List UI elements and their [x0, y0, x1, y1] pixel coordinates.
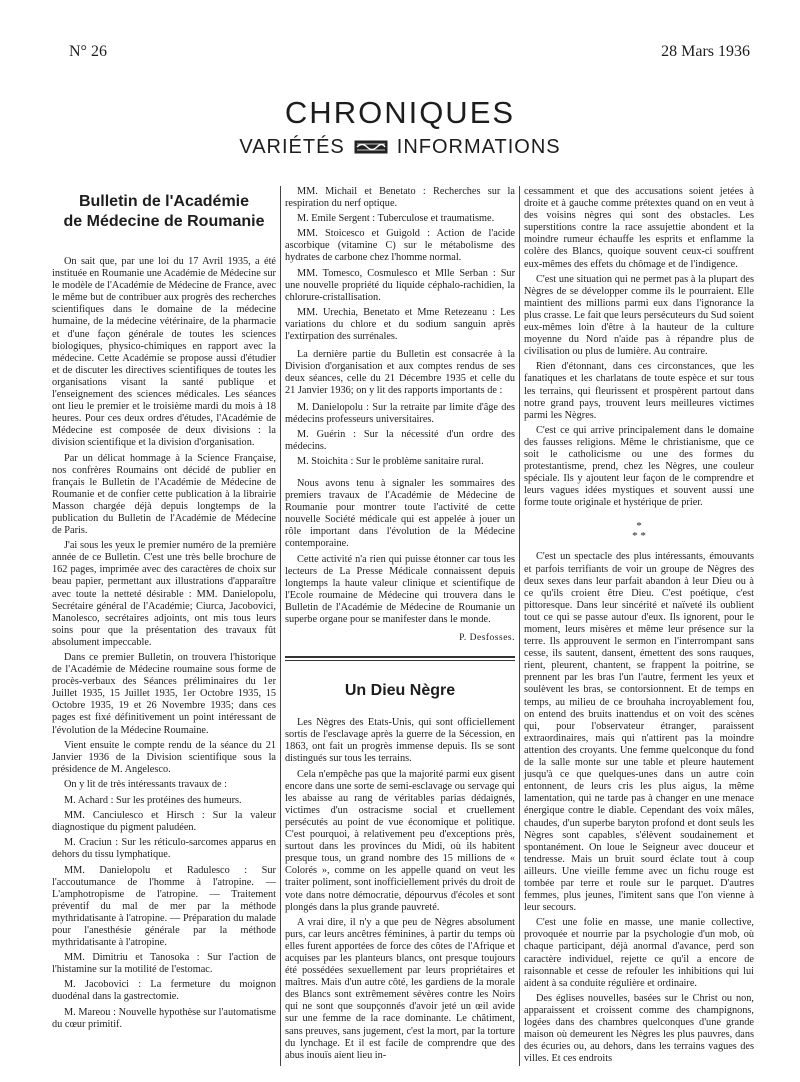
work-item: MM. Stoicesco et Guigold : Action de l'acide ascorbique (vitamine C) sur le métabolisme des hydrates de carbone chez l'homme normal. [285, 228, 515, 264]
paragraph: cessamment et que des accusations soient jetées à droite et à gauche comme prétextes quand on en veut à des voisins nègres qui sont des obstacles. Les superstitions contre la race assujettie abondent et la moindre rumeur échauffe les esprits et enflamme la colère des Blancs, quoique souvent ceux-ci souffrent eux-mêmes des effets du chômage et de l'indigence. [524, 186, 754, 270]
work-item: M. Achard : Sur les protéines des humeurs. [64, 795, 242, 807]
work-item: MM. Michail et Benetato : Recherches sur la respiration du nerf optique. [285, 186, 515, 210]
signature: P. Desfosses. [459, 633, 515, 644]
paragraph: On sait que, par une loi du 17 Avril 1935, a été instituée en Roumanie une Académie de Médecine sur le modèle de l'Académie de Médecine de France, avec le même but de contribuer aux progrès des recherches scientifiques dans le domaine de la médecine humaine, de la médecine vétérinaire, de la pharmacie et d'une façon générale de toutes les sciences biologiques, physico-chimiques en rapport avec la médecine. Cette Académie se propose aussi d'étudier et de discuter les directives scientifiques de toutes les organisations visant la santé publique et l'enseignement des sciences médicales. Les séances ont lieu le premier et le troisième mardi du mois à 18 heures. Pour ces deux ordres d'études, l'Académie de Médecine est composée de deux divisions : la division scientifique et la division d'organisation. [52, 256, 276, 449]
column-rule [519, 186, 520, 1066]
section-break: * * * [632, 520, 646, 543]
masthead-title: CHRONIQUES [284, 95, 516, 130]
masthead-left-word: VARIÉTÉS [239, 136, 345, 158]
column-rule [280, 186, 281, 1066]
article-title-bulletin: Bulletin de l'Académie de Médecine de Roumanie [63, 193, 265, 230]
work-item: M. Emile Sergent : Tuberculose et traumatisme. [297, 213, 495, 225]
paragraph: C'est une folie en masse, une manie collective, provoquée et nourrie par la psychologie d'un mob, où chaque participant, déjà anormal d'avance, perd son caractère individuel, rejette ce qu'il a encore de raisonnable et cesse de refouler les inhibitions qui lui aident à sa conduite régulière et ordinaire. [524, 917, 754, 989]
work-item: M. Jacobovici : La fermeture du moignon duodénal dans la gastrectomie. [52, 979, 276, 1003]
paragraph: Cela n'empêche pas que la majorité parmi eux gisent encore dans une sorte de semi-esclavage ou servage qui les abaisse au rang de véritables parias dédaignés, victimes d'un ostracisme social et cruellement persécutés au point de vue économique et politique. C'est pourquoi, à relativement peu d'exceptions près, surtout dans les provinces du Midi, où ils habitent presque tous, un grand nombre des 15 millions de « Colorés », comme on les appelle quand on veut les traiter poliment, sont inofficiellement privés du droit de vote dans notre démocratie, dépourvus d'écoles et sont plongés dans la plus grande pauvreté. [285, 768, 515, 913]
work-item: MM. Urechia, Benetato et Mme Retezeanu : Les variations du chlore et du sodium sanguin après l'extirpation des surrénales. [285, 306, 515, 343]
masthead [0, 94, 800, 159]
column-3 [524, 186, 754, 1065]
paragraph: Vient ensuite le compte rendu de la séance du 21 Janvier 1936 de la Division scientifique sous la présidence de M. Angelesco. [52, 739, 276, 775]
ornament-icon [354, 140, 388, 154]
paragraph: A vrai dire, il n'y a que peu de Nègres absolument purs, car leurs ancêtres féminines, à partir du temps où elles furent apportées de force des côtes de l'Afrique et acquises par les planteurs blancs, ont presque toujours été possédées sexuellement par leurs propriétaires et maîtres. Mais d'un autre côté, les gardiens de la morale des Blancs sont extrêmement sévères contre les Noirs qui ne sont que soupçonnés d'avoir jeté un œil avide sur une femme de la race dominante. Le châtiment, sans preuves, sans jugement, c'est la mort, par la torture du lynchage. Et il est facile de comprendre que des abus inouïs aient lieu in- [285, 916, 515, 1061]
work-item: M. Danielopolu : Sur la retraite par limite d'âge des médecins professeurs universitaires. [285, 401, 515, 425]
work-item: MM. Dimitriu et Tanosoka : Sur l'action de l'histamine sur la motilité de l'estomac. [52, 952, 276, 976]
paragraph: J'ai sous les yeux le premier numéro de la première année de ce Bulletin. C'est une très belle brochure de 162 pages, imprimée avec des caractères de choix sur beau papier, permettant aux illustrations d'apparaître avec toute la netteté désirable : MM. Danielopolu, Secrétaire général de l'Académie; Ciurca, Jacobovici, Manolesco, secrétaires adjoints, ont mis tous leurs soins pour que la présentation des travaux fût absolument impeccable. [52, 540, 276, 648]
paragraph: Nous avons tenu à signaler les sommaires des premiers travaux de l'Académie de Médecine de Roumanie pour montrer toute l'activité de cette nouvelle Société médicale qui est appelée à jouer un rôle important dans l'évolution de la Médecine contemporaine. [285, 477, 515, 550]
paragraph: Les Nègres des Etats-Unis, qui sont officiellement sortis de l'esclavage après la guerre de la Sécession, en 1863, ont fait un progrès immense depuis. Ils se sont distingués sur tous les terrains. [285, 717, 515, 765]
paragraph: Dans ce premier Bulletin, on trouvera l'historique de l'Académie de Médecine roumaine sous forme de procès-verbaux des Séances préliminaires du 1er Juillet 1935, 15 Juillet 1935, 1er Octobre 1935, 15 Octobre 1935, 19 et 26 Novembre 1935; dans ces pages est fixé définitivement un point intéressant de l'évolution de la Médecine Roumaine. [52, 652, 276, 736]
work-item: M. Craciun : Sur les réticulo-sarcomes apparus en dehors du tissu lymphatique. [52, 837, 276, 861]
work-item: M. Mareou : Nouvelle hypothèse sur l'automatisme du cœur primitif. [52, 1006, 276, 1030]
work-item: MM. Danielopolu et Radulesco : Sur l'accoutumance de l'homme à l'atropine. — L'amphotropisme de l'atropine. — Traitement préventif du mal de mer par la méthode mythridatisante à l'atropine. — Préparation du malade pour l'anesthésie générale par la méthode mythridatisante à l'atropine. [52, 864, 276, 949]
paragraph: Rien d'étonnant, dans ces circonstances, que les fanatiques et les charlatans de toute espèce et sur tous les terrains, qui fleurissent et prospèrent partout dans notre grand pays, trouvent leurs meilleures victimes parmi les Nègres. [524, 361, 754, 421]
masthead-right-word: INFORMATIONS [396, 136, 561, 158]
paragraph: C'est ce qui arrive principalement dans le domaine des fausses religions. Même le christianisme, que ce soit le catholicisme ou une des formes du protestantisme, prend, chez les Nègres, une couleur spéciale. Ils y ajoutent leur façon de le comprendre et leurs vagues idées mystiques et souvent aussi une forme toute originale et hystérique de prier. [524, 424, 754, 509]
article-title-dieu: Un Dieu Nègre [344, 682, 456, 700]
work-item: MM. Canciulesco et Hirsch : Sur la valeur diagnostique du pigment paludéen. [52, 810, 276, 834]
issue-date: 28 Mars 1936 [661, 43, 750, 60]
work-item: MM. Tomesco, Cosmulesco et Mlle Serban : Sur une nouvelle propriété du liquide céphalo-rachidien, la chlorure-cristallisation. [285, 267, 515, 303]
work-item: M. Stoichita : Sur le problème sanitaire rural. [297, 455, 484, 467]
column-1 [52, 186, 276, 1031]
column-2 [285, 186, 515, 1062]
paragraph: La dernière partie du Bulletin est consacrée à la Division d'organisation et aux comptes rendus de ses deux séances, celle du 21 Décembre 1935 et celle du 21 Janvier 1936; on y lit des rapports importants de : [285, 349, 515, 397]
paragraph: Des églises nouvelles, basées sur le Christ ou non, apparaissent et croissent comme des champignons, logées dans des chambres quelconques d'une grande maison où demeurent les Nègres les plus pauvres, dans des écuries ou, au dehors, dans les terrains vagues des villes. Et ces endroits [524, 992, 754, 1065]
paragraph: C'est un spectacle des plus intéressants, émouvants et parfois terrifiants de voir un groupe de Nègres des deux sexes dans leur parfait abandon à leur Dieu ou à ce qu'ils croient être Dieu. C'est poétique, c'est pittoresque. Dans leur sincérité et naïveté ils oublient tout ce qui se passe autour d'eux. Ils ignorent, pour le moment, leurs misères et même leur présence sur la terre. Ils approuvent le sermon en l'interrompant sans cesse, ils sautent, dansent, émettent des sons rauques, rient, pleurent, chantent, se frappent la poitrine, se prennent par les bras l'un l'autre, ferment les yeux et soulèvent les bras, se contorsionnent. Et de temps en temps, au milieu de ce brouhaha incroyablement fou, on entend des bruits inattendus et on voit des scènes qui, pour l'observateur étranger, paraissent extraordinaires, mais qui n'attirent pas la moindre attention des croyants. Une femme quelconque du fond de la salle monte sur une table et pleure hautement jusqu'à ce que quelques-unes dans un autre coin entonnent, de leurs cris les plus aigus, la même lamentation, qui ne tarde pas à changer en une menace énergique contre le diable. Cependant des voix mâles, chaudes, d'un superbe baryton profond et dont seuls les Nègres sont capables, s'élèvent soudainement et spontanément. On loue le Seigneur avec douceur et tendresse. Mais un bruit sourd éclate tout à coup ailleurs. Une vieille femme avec un fichu rouge est tombée par terre et roule sur le parquet. D'autres femmes, plus jeunes, l'imitent sans que l'on vienne à leur secours. [524, 551, 754, 914]
issue-number: N° 26 [69, 43, 107, 60]
work-item: M. Guérin : Sur la nécessité d'un ordre des médecins. [285, 428, 515, 452]
divider [285, 656, 515, 658]
paragraph: On y lit de très intéressants travaux de : [64, 778, 227, 790]
paragraph: Par un délicat hommage à la Science Française, nos confrères Roumains ont décidé de publier en français le Bulletin de l'Académie de Médecine de Roumanie et de confier cette publication à la librairie Masson chargée déjà depuis longtemps de la publication du Bulletin de l'Académie de Médecine de Paris. [52, 452, 276, 537]
divider [285, 660, 515, 661]
paragraph: Cette activité n'a rien qui puisse étonner car tous les lecteurs de La Presse Médicale connaissent depuis longtemps la haute valeur clinique et scientifique de l'Ecole roumaine de Médecine qui trouvera dans le Bulletin de l'Académie de Médecine de Roumanie un superbe organe pour se manifester dans le monde. [285, 553, 515, 625]
paragraph: C'est une situation qui ne permet pas à la plupart des Nègres de se développer comme ils le pourraient. Elle maintient des millions parmi eux dans l'ignorance la plus crasse. Le fait que leurs persécuteurs du Sud soient eux-mêmes loin d'être à la hauteur de la culture moyenne du Nord n'aide pas à répandre plus de civilisation ou plus de lumière. Au contraire. [524, 273, 754, 358]
masthead-subtitle [0, 135, 800, 159]
